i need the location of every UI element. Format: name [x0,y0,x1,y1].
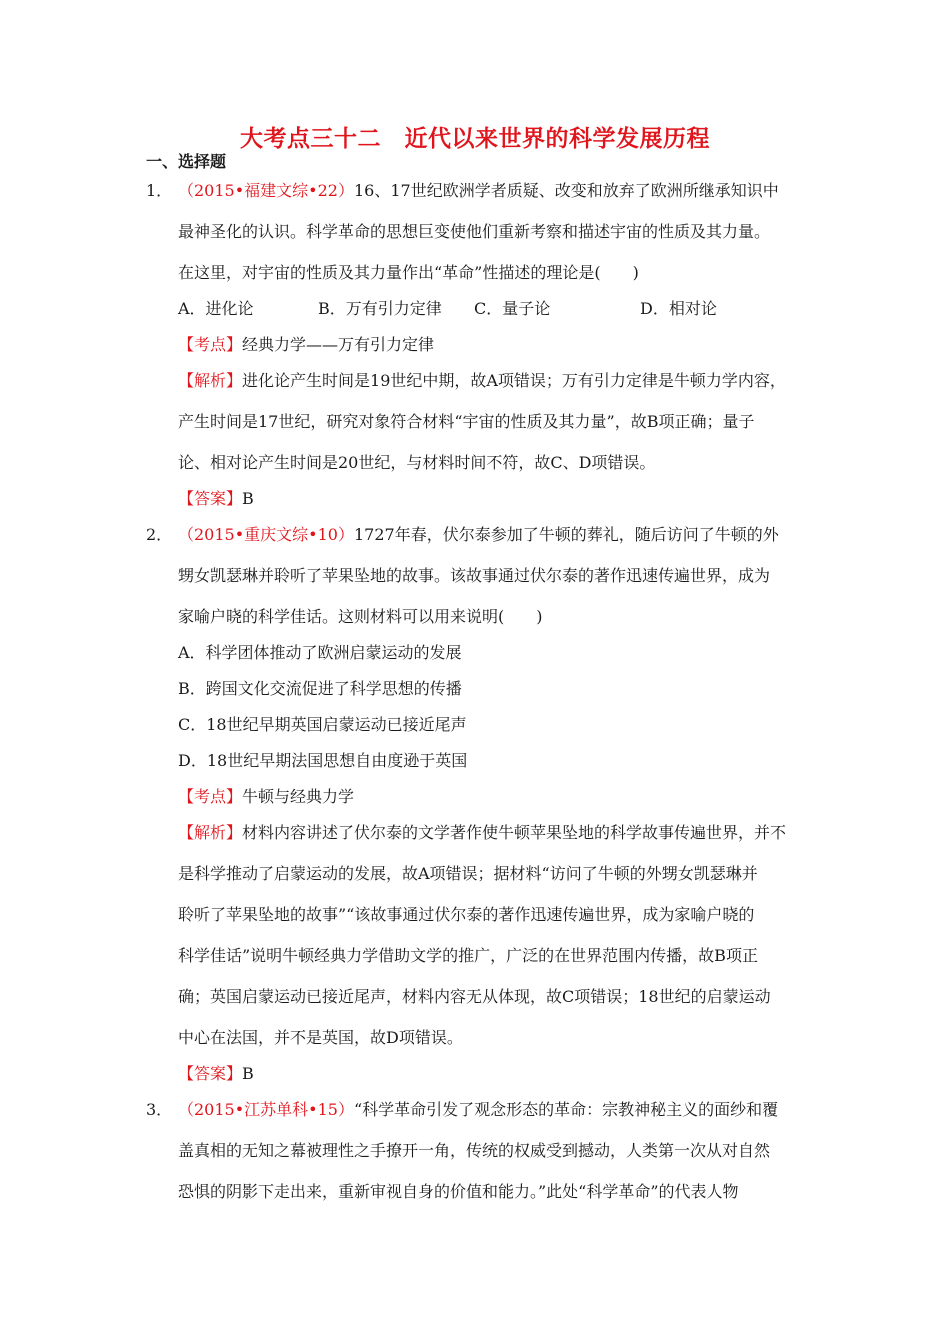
question-3-line-2: 盖真相的无知之幕被理性之手撩开一角，传统的权威受到撼动，人类第一次从对自然 [178,1141,771,1160]
question-2-line-3: 家喻户晓的科学佳话。这则材料可以用来说明( ) [178,607,543,626]
question-1-answer: 【答案】B [178,489,254,508]
question-1-source: （2015•福建文综•22） [178,181,354,200]
question-3-line-3: 恐惧的阴影下走出来，重新审视自身的价值和能力。”此处“科学革命”的代表人物 [178,1182,739,1201]
question-1-jiexi-1: 【解析】进化论产生时间是19世纪中期，故A项错误；万有引力定律是牛顿力学内容， [178,371,786,390]
option-d: D．18世纪早期法国思想自由度逊于英国 [178,751,468,770]
question-2-line-2: 甥女凯瑟琳并聆听了苹果坠地的故事。该故事通过伏尔泰的著作迅速传遍世界，成为 [178,566,771,585]
question-1-line-2: 最神圣化的认识。科学革命的思想巨变使他们重新考察和描述宇宙的性质及其力量。 [178,222,771,241]
section-heading: 一、选择题 [146,152,227,171]
page-title: 大考点三十二 近代以来世界的科学发展历程 [240,126,710,152]
question-2-line-1: （2015•重庆文综•10）1727年春，伏尔泰参加了牛顿的葬礼，随后访问了牛顿的外 [178,525,779,544]
option-c: C．量子论 [474,299,551,318]
question-2-jiexi-2: 是科学推动了启蒙运动的发展，故A项错误；据材料“访问了牛顿的外甥女凯瑟琳并 [178,864,758,883]
question-2-jiexi-3: 聆听了苹果坠地的故事”“该故事通过伏尔泰的著作迅速传遍世界，成为家喻户晓的 [178,905,755,924]
question-1-line-1: （2015•福建文综•22）16、17世纪欧洲学者质疑、改变和放弃了欧洲所继承知识中 [178,181,779,200]
question-2-jiexi-1: 【解析】材料内容讲述了伏尔泰的文学著作使牛顿苹果坠地的科学故事传遍世界，并不 [178,823,787,842]
question-2-source: （2015•重庆文综•10） [178,525,354,544]
option-a: A．科学团体推动了欧洲启蒙运动的发展 [178,643,462,662]
question-3-number: 3． [146,1100,173,1119]
question-2-kaodian: 【考点】牛顿与经典力学 [178,787,355,806]
question-1-kaodian: 【考点】经典力学——万有引力定律 [178,335,435,354]
question-3-line-1: （2015•江苏单科•15）“科学革命引发了观念形态的革命：宗教神秘主义的面纱和覆 [178,1100,779,1119]
question-2-jiexi-5: 确；英国启蒙运动已接近尾声，材料内容无从体现，故C项错误；18世纪的启蒙运动 [178,987,771,1006]
option-d: D．相对论 [640,299,717,318]
question-1-line-3: 在这里，对宇宙的性质及其力量作出“革命”性描述的理论是( ) [178,263,639,282]
question-3-source: （2015•江苏单科•15） [178,1100,354,1119]
question-1-jiexi-3: 论、相对论产生时间是20世纪，与材料时间不符，故C、D项错误。 [178,453,656,472]
question-2-jiexi-4: 科学佳话”说明牛顿经典力学借助文学的推广，广泛的在世界范围内传播，故B项正 [178,946,758,965]
option-b: B．万有引力定律 [318,299,442,318]
question-2-number: 2． [146,525,173,544]
question-1-number: 1． [146,181,173,200]
question-2-answer: 【答案】B [178,1064,254,1083]
question-2-jiexi-6: 中心在法国，并不是英国，故D项错误。 [178,1028,463,1047]
question-1-jiexi-2: 产生时间是17世纪，研究对象符合材料“宇宙的性质及其力量”，故B项正确；量子 [178,412,755,431]
option-b: B．跨国文化交流促进了科学思想的传播 [178,679,462,698]
option-a: A．进化论 [178,299,254,318]
option-c: C．18世纪早期英国启蒙运动已接近尾声 [178,715,467,734]
